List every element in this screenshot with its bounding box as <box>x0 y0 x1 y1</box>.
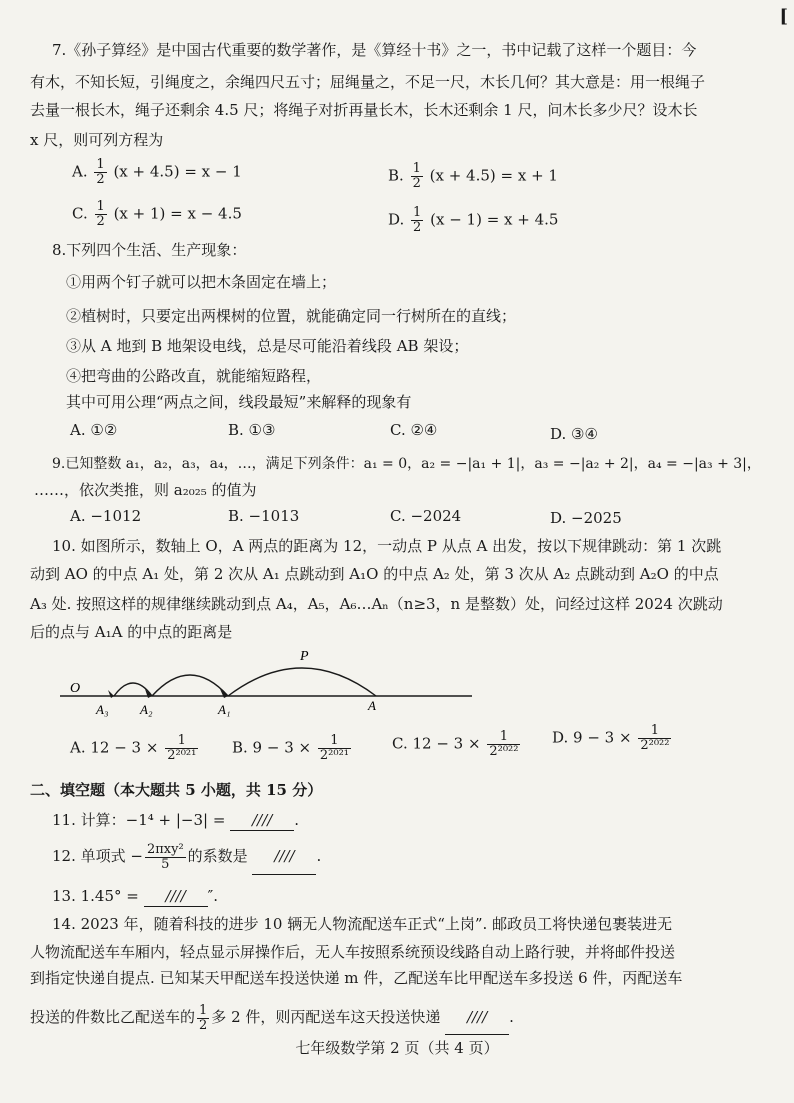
q8-line-6: 其中可用公理“两点之间，线段最短”来解释的现象有 <box>66 393 412 411</box>
jump-arc-2 <box>152 675 228 696</box>
q10-option-a[interactable] <box>70 734 200 763</box>
q13: 13. 1.45° = //// ″. <box>52 887 219 905</box>
q10-line-3: A₃ 处. 按照这样的规律继续跳动到点 A₄，A₅，A₆…Aₙ（n≥3，n 是整数）处，问经过这样 2024 次跳动 <box>30 595 723 613</box>
point-a2-label: A₂ <box>140 702 153 717</box>
q7-line-4: x 尺，则可列方程为 <box>30 131 164 149</box>
number-line-figure <box>56 646 476 718</box>
fraction: $\frac{1}{2}$ <box>413 205 422 235</box>
q7-option-a[interactable] <box>72 158 242 187</box>
jump-arc-3 <box>114 683 152 696</box>
option-label: B. <box>388 166 404 185</box>
q8-option-d[interactable]: D. ③④ <box>550 425 598 443</box>
fraction: $\frac{1}{2}$ <box>199 1002 208 1033</box>
option-label: A. <box>72 162 88 181</box>
q9-option-c[interactable]: C. −2024 <box>390 507 462 525</box>
q14-line-4: 投送的件数比乙配送车的 $\frac{1}{2}$ 多 2 件，则丙配送车这天投送快递 //// . <box>30 1000 514 1035</box>
fraction: $\frac{1}{\text{2²⁰²¹}}$ <box>319 733 349 763</box>
q8-line-4: ③从 A 地到 B 地架设电线，总是尽可能沿着线段 AB 架设； <box>66 337 469 355</box>
q7-line-3: 去量一根长木，绳子还剩余 4.5 尺；将绳子对折再量长木，长木还剩余 1 尺，问木长多少尺？设木长 <box>30 101 698 119</box>
q9-option-b[interactable]: B. −1013 <box>228 507 300 525</box>
q8-line-5: ④把弯曲的公路改直，就能缩短路程， <box>66 367 322 385</box>
q8-line-1: 8.下列四个生活、生产现象： <box>52 241 247 259</box>
q13-answer-blank[interactable]: //// <box>144 886 208 907</box>
q13-text: 13. 1.45° = <box>52 887 139 905</box>
q11-text: 11. 计算：−1⁴ + |−3| = <box>52 811 226 829</box>
q14-answer-blank[interactable]: //// <box>445 1000 509 1035</box>
point-o-label: O <box>70 681 81 696</box>
corner-mark: [ <box>779 6 788 27</box>
q11: 11. 计算：−1⁴ + |−3| = //// . <box>52 811 299 829</box>
option-label: C. <box>72 204 88 223</box>
q7-line-2: 有木，不知长短，引绳度之，余绳四尺五寸；屈绳量之，不足一尺，木长几何？其大意是：用一根绳子 <box>30 73 706 91</box>
q10-line-4: 后的点与 A₁A 的中点的距离是 <box>30 623 233 641</box>
q10-option-c[interactable] <box>392 730 522 759</box>
jump-arc-1 <box>228 668 376 696</box>
fraction: $\frac{1}{\text{2²⁰²²}}$ <box>489 729 519 759</box>
q8-option-c[interactable]: C. ②④ <box>390 421 438 439</box>
q12: 12. 单项式 − $\frac{\text{2πxy²}}{5}$ 的系数是 //// . <box>52 838 321 875</box>
q9-line-1: 9.已知整数 a₁，a₂，a₃，a₄，…，满足下列条件：a₁ = 0，a₂ = −|a₁ + 1|，a₃ = −|a₂ + 2|，a₄ = −|a₃ + 3|， <box>52 456 761 472</box>
q10-line-1: 10. 如图所示，数轴上 O，A 两点的距离为 12，一动点 P 从点 A 出发，按以下规律跳动：第 1 次跳 <box>52 537 722 555</box>
q12-text: 12. 单项式 − <box>52 847 143 865</box>
section-2-heading: 二、填空题（本大题共 5 小题，共 15 分） <box>30 781 323 799</box>
option-label: B. 9 − 3 × <box>232 738 312 757</box>
point-p-label: P <box>300 649 309 664</box>
fraction: $\frac{1}{\text{2²⁰²²}}$ <box>640 723 670 753</box>
option-expr: (x + 4.5) = x + 1 <box>429 166 558 185</box>
q7-option-d[interactable] <box>388 206 558 235</box>
q7-option-b[interactable] <box>388 162 558 191</box>
q14-line-1: 14. 2023 年，随着科技的进步 10 辆无人物流配送车正式“上岗”. 邮政员工将快递包裹装进无 <box>52 915 673 933</box>
q8-line-2: ①用两个钉子就可以把木条固定在墙上； <box>66 273 337 291</box>
option-label: A. 12 − 3 × <box>70 738 159 757</box>
option-label: C. 12 − 3 × <box>392 734 481 753</box>
q14-line-2: 人物流配送车车厢内，轻点显示屏操作后，无人车按照系统预设线路自动上路行驶，并将邮件投送 <box>30 943 676 961</box>
q10-option-b[interactable] <box>232 734 353 763</box>
fraction: $\frac{1}{2}$ <box>96 157 105 187</box>
option-expr: (x + 1) = x − 4.5 <box>113 204 242 223</box>
q14-line-3: 到指定快递自提点. 已知某天甲配送车投送快递 m 件，乙配送车比甲配送车多投送 6 件，丙配送车 <box>30 969 683 987</box>
q12-answer-blank[interactable]: //// <box>252 838 316 875</box>
q8-option-a[interactable]: A. ①② <box>70 421 118 439</box>
point-a-label: A <box>368 698 376 713</box>
fraction: $\frac{\text{2πxy²}}{5}$ <box>146 841 184 872</box>
option-expr: (x + 4.5) = x − 1 <box>113 162 242 181</box>
fraction: $\frac{1}{2}$ <box>412 161 421 191</box>
point-a3-label: A₃ <box>96 702 109 717</box>
point-a1-label: A₁ <box>218 702 231 717</box>
q11-answer-blank[interactable]: //// <box>230 810 294 831</box>
q7-line-1: 7.《孙子算经》是中国古代重要的数学著作，是《算经十书》之一，书中记载了这样一个题目：今 <box>52 41 697 59</box>
q7-option-c[interactable] <box>72 200 242 229</box>
option-label: D. 9 − 3 × <box>552 728 632 747</box>
q10-line-2: 动到 AO 的中点 A₁ 处，第 2 次从 A₁ 点跳动到 A₁O 的中点 A₂ 处，第 3 次从 A₂ 点跳动到 A₂O 的中点 <box>30 565 719 583</box>
q9-option-d[interactable]: D. −2025 <box>550 509 622 527</box>
option-expr: (x − 1) = x + 4.5 <box>430 210 559 229</box>
q8-line-3: ②植树时，只要定出两棵树的位置，就能确定同一行树所在的直线； <box>66 307 517 325</box>
q9-line-2: ……，依次类推，则 a₂₀₂₅ 的值为 <box>34 481 257 499</box>
fraction: $\frac{1}{\text{2²⁰²¹}}$ <box>167 733 197 763</box>
q9-option-a[interactable]: A. −1012 <box>70 507 142 525</box>
q8-option-b[interactable]: B. ①③ <box>228 421 276 439</box>
q10-option-d[interactable] <box>552 724 673 753</box>
page-footer: 七年级数学第 2 页（共 4 页） <box>295 1039 499 1057</box>
option-label: D. <box>388 210 405 229</box>
fraction: $\frac{1}{2}$ <box>96 199 105 229</box>
